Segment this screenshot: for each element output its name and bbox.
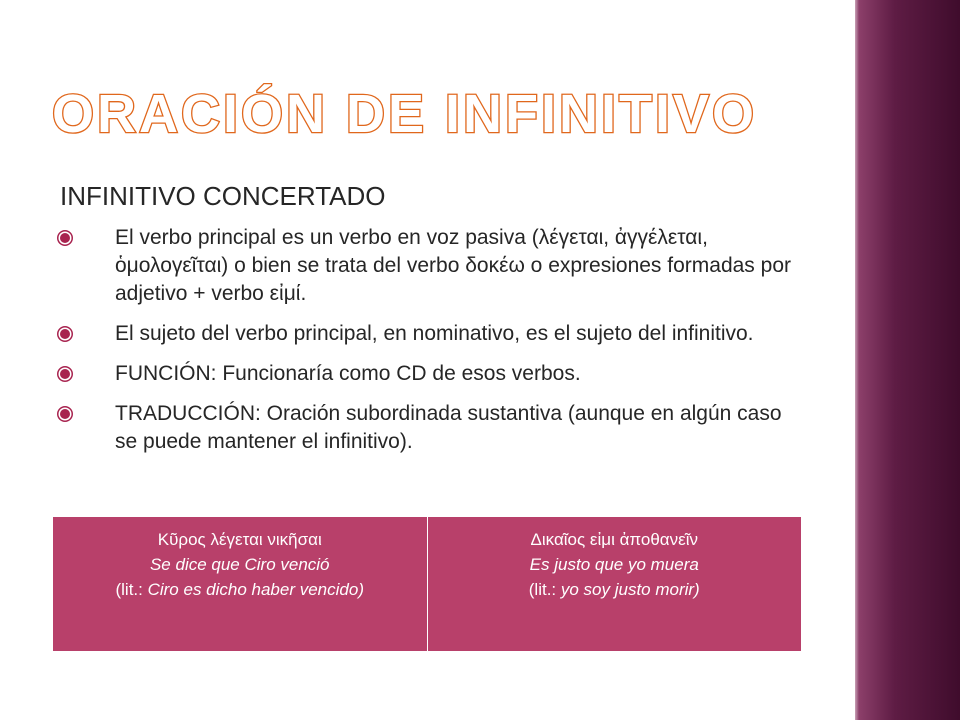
bullet-item (60, 224, 800, 308)
literal-translation (59, 577, 421, 602)
circle-bullet-icon (60, 233, 70, 243)
translation: Se dice que Ciro venció (149, 555, 330, 574)
translation: Es justo que yo muera (529, 555, 699, 574)
example-cell (53, 517, 428, 652)
literal-text: Ciro es dicho haber vencido) (147, 580, 364, 599)
bullet-item (60, 400, 800, 456)
bullet-text: El verbo principal es un verbo en voz pasiva (λέγεται, ἀγγέλεται, ὁμολογεῖται) o bien se trata del verbo δοκέω o expresiones formadas por adjetivo + verbo εἰμί. (115, 226, 791, 305)
circle-bullet-icon (60, 329, 70, 339)
literal-prefix: (lit.: (115, 580, 148, 599)
examples-table (52, 516, 802, 652)
slide-title: ORACIÓN DE INFINITIVO (52, 84, 758, 144)
bullet-text: TRADUCCIÓN: Oración subordinada sustantiva (aunque en algún caso se puede mantener el infinitivo). (115, 402, 782, 453)
circle-bullet-icon (60, 409, 70, 419)
circle-bullet-icon (60, 369, 70, 379)
section-subheading: INFINITIVO CONCERTADO (60, 181, 386, 211)
example-cell (427, 517, 802, 652)
bullet-item (60, 360, 800, 388)
literal-text: yo soy justo morir) (560, 580, 700, 599)
literal-prefix: (lit.: (528, 580, 561, 599)
greek-sentence: Δικαῖος εἰμι ἀποθανεῖν (530, 530, 698, 549)
literal-translation (434, 577, 796, 602)
bullet-text: FUNCIÓN: Funcionaría como CD de esos verbos. (115, 362, 581, 385)
bullet-item (60, 320, 800, 348)
table-row (53, 517, 802, 652)
bullet-list (60, 224, 800, 468)
greek-sentence: Κῦρος λέγεται νικῆσαι (157, 530, 322, 549)
decorative-side-bar (855, 0, 960, 720)
bullet-text: El sujeto del verbo principal, en nominativo, es el sujeto del infinitivo. (115, 322, 754, 345)
